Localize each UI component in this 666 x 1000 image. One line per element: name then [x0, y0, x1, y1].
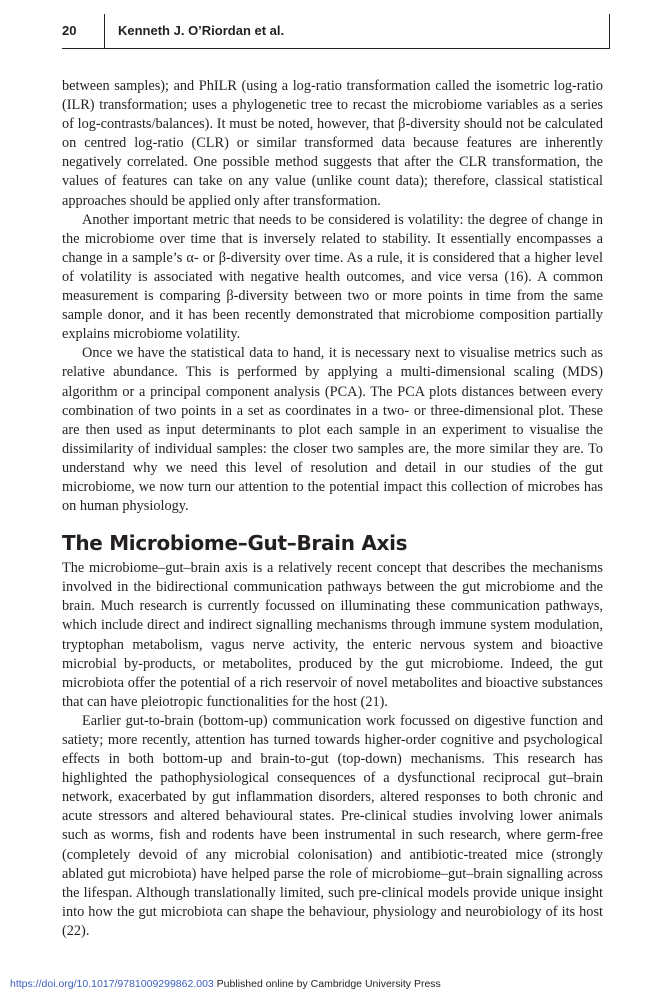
publisher-note: Published online by Cambridge University Press — [213, 978, 441, 990]
paragraph-visualisation: Once we have the statistical data to hand, it is necessary next to visualise metrics such as relative abundance. This is performed by applying a multi-dimensional scaling (MDS) algorithm or a principal component analysis (PCA). The PCA plots distances between every combination of two points in a set as coordinates in a two- or three-dimensional plot. These are then used as input determinants to plot each sample in an experiment to visualise the dissimilarity of individual samples: the closer two samples are, the more similar they are. To understand why we need this level of resolution and detail in our studies of the gut microbiome, we now turn our attention to the potential impact this collection of microbes has on human physiology. — [62, 345, 603, 515]
running-head — [62, 14, 610, 49]
paragraph-continued: between samples); and PhILR (using a log-ratio transformation called the isometric log-ratio (ILR) transformation; uses a phylogenetic tree to recast the microbiome variables as a series of log-contrasts/balances). It must be noted, however, that β-diversity should not be calculated on centred log-ratio (CLR) or similar transformed data because features are inherently negatively correlated. One possible method suggests that after the CLR transformation, the values of features can take on any value (unlike count data); therefore, classical statistical approaches should be applied only after transformation. — [62, 78, 603, 209]
body-text — [62, 77, 603, 941]
header-divider — [104, 14, 105, 48]
paragraph-volatility: Another important metric that needs to be considered is volatility: the degree of change in the microbiome over time that is inversely related to stability. It essentially encompasses a change in a sample’s α- or β-diversity over time. As a rule, it is considered that a higher level of volatility is associated with negative health outcomes, and vice versa (16). A common measurement is comparing β-diversity between two or more points in time from the same sample donor, and it has been recently demonstrated that microbiome composition partially explains microbiome volatility. — [62, 211, 603, 343]
header-right-rule — [609, 14, 610, 48]
page-number: 20 — [62, 23, 77, 38]
page-footer — [10, 978, 441, 990]
running-author: Kenneth J. O’Riordan et al. — [118, 23, 285, 38]
section-heading: The Microbiome–Gut–Brain Axis — [62, 531, 408, 556]
paragraph-axis-intro: The microbiome–gut–brain axis is a relatively recent concept that describes the mechanisms involved in the bidirectional communication pathways between the gut microbiome and the brain. Much research is currently focussed on illuminating these communication pathways, which include direct and indirect signalling mechanisms through immune system modulation, tryptophan metabolism, vagus nerve activity, the enteric nervous system and bioactive microbial by-products, or metabolites, produced by the gut microbiome. Indeed, the gut microbiota offer the potential of a rich reservoir of novel metabolites and bioactive substances that can have pleiotropic functionalities for the host (21). — [62, 560, 603, 710]
doi-link[interactable]: https://doi.org/10.1017/9781009299862.003 — [10, 978, 214, 990]
paragraph-axis-research: Earlier gut-to-brain (bottom-up) communication work focussed on digestive function and satiety; more recently, attention has turned towards higher-order cognitive and psychological effects in both bottom-up and brain-to-gut (top-down) mechanisms. This research has highlighted the pathophysiological consequences of a dysfunctional reciprocal gut–brain network, exacerbated by gut inflammation disorders, altered responses to both chronic and acute stressors and altered behavioural states. Pre-clinical studies involving lower animals such as worms, fish and rodents have been instrumental in such research, where germ-free (completely devoid of any microbial colonisation) and antibiotic-treated mice (strongly ablated gut microbiota) have helped parse the role of microbiome–gut–brain signalling across the lifespan. Although translationally limited, such pre-clinical models provide unique insight into how the gut microbiota can shape the behaviour, physiology and neurobiology of its host (22). — [62, 712, 603, 939]
